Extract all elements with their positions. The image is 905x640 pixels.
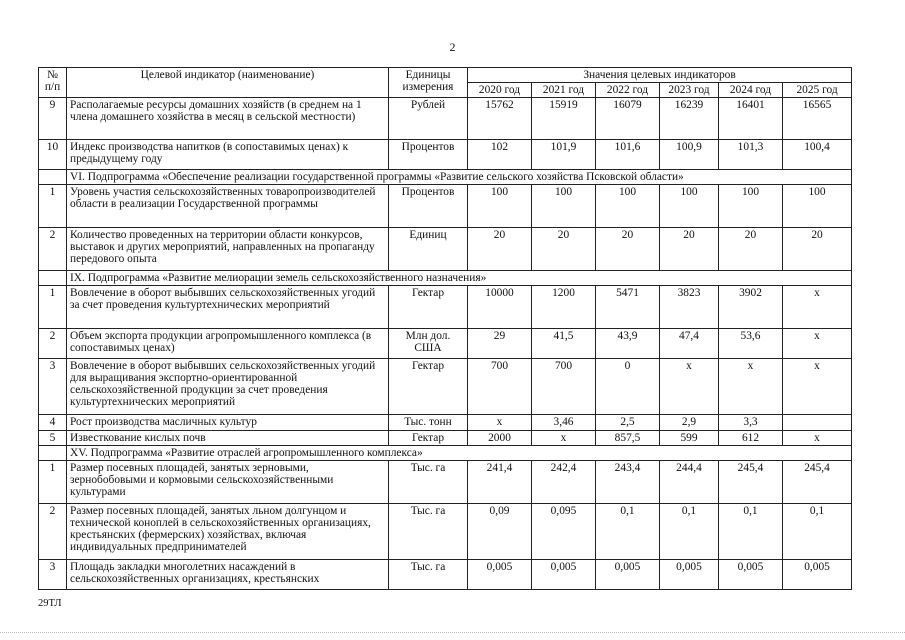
indicator-name: Рост производства масличных культур [67,415,389,431]
value-cell: 700 [468,359,532,415]
value-cell: х [532,431,596,446]
value-cell [783,415,852,431]
section-row [39,170,852,185]
header-values-title: Значения целевых индикаторов [468,68,852,83]
table-row [39,98,852,140]
section-title: IX. Подпрограмма «Развитие мелиорации земель сельскохозяйственного назначения» [67,271,852,286]
unit-cell: Гектар [389,286,468,329]
row-number: 2 [39,329,67,359]
value-cell: х [783,286,852,329]
section-title: XV. Подпрограмма «Развитие отраслей агропромышленного комплекса» [67,446,852,461]
section-title: VI. Подпрограмма «Обеспечение реализации государственной программы «Развитие сельского хозяйства Псковской области» [67,170,852,185]
value-cell: 0,1 [719,504,783,560]
header-year: 2022 год [596,83,660,98]
row-number: 2 [39,504,67,560]
value-cell: 0,005 [596,560,660,590]
value-cell: 100 [660,185,719,228]
unit-cell: Процентов [389,140,468,170]
value-cell: 3,46 [532,415,596,431]
value-cell: 20 [660,228,719,271]
value-cell: 16565 [783,98,852,140]
value-cell: 243,4 [596,461,660,504]
unit-cell: Тыс. тонн [389,415,468,431]
value-cell: 101,6 [596,140,660,170]
row-number: 1 [39,286,67,329]
value-cell: 0,005 [532,560,596,590]
row-number: 1 [39,461,67,504]
value-cell: х [468,415,532,431]
value-cell: 244,4 [660,461,719,504]
value-cell: 2,5 [596,415,660,431]
value-cell: 15762 [468,98,532,140]
unit-cell: Тыс. га [389,504,468,560]
value-cell: 100 [719,185,783,228]
section-num-cell [39,170,67,185]
section-num-cell [39,271,67,286]
table-row [39,185,852,228]
header-year: 2023 год [660,83,719,98]
value-cell: 16239 [660,98,719,140]
section-row [39,271,852,286]
row-number: 9 [39,98,67,140]
value-cell: 20 [596,228,660,271]
value-cell: 245,4 [719,461,783,504]
value-cell: 101,3 [719,140,783,170]
table-row [39,560,852,590]
row-number: 3 [39,560,67,590]
value-cell: 1200 [532,286,596,329]
value-cell: 102 [468,140,532,170]
value-cell: 100,9 [660,140,719,170]
document-code: 29ТЛ [38,598,62,609]
header-units: Единицы измерения [389,68,468,98]
unit-cell: Тыс. га [389,560,468,590]
header-num: № п/п [39,68,67,98]
value-cell: 0,1 [783,504,852,560]
section-num-cell [39,446,67,461]
value-cell: 3823 [660,286,719,329]
indicator-name: Известкование кислых почв [67,431,389,446]
header-year: 2021 год [532,83,596,98]
indicator-name: Уровень участия сельскохозяйственных товаропроизводителей области в реализации Государственной программы [67,185,389,228]
value-cell: 20 [783,228,852,271]
value-cell: х [660,359,719,415]
value-cell: 3,3 [719,415,783,431]
value-cell: 599 [660,431,719,446]
indicator-name: Вовлечение в оборот выбывших сельскохозяйственных угодий за счет проведения культуртехнических мероприятий [67,286,389,329]
table-row [39,431,852,446]
unit-cell: Гектар [389,431,468,446]
scan-edge-line [0,632,905,633]
page-number: 2 [449,40,456,54]
value-cell: х [783,359,852,415]
value-cell: 0,1 [660,504,719,560]
value-cell: 0,005 [783,560,852,590]
value-cell: 100 [532,185,596,228]
value-cell: 0,005 [660,560,719,590]
section-row [39,446,852,461]
value-cell: 0 [596,359,660,415]
indicator-name: Размер посевных площадей, занятых льном долгунцом и технической коноплей в сельскохозяйственных организациях, крестьянских (фермерских) хозяйствах, включая индивидуальных предпринимателей [67,504,389,560]
value-cell: 0,005 [719,560,783,590]
value-cell: 0,1 [596,504,660,560]
unit-cell: Гектар [389,359,468,415]
value-cell: 0,005 [468,560,532,590]
value-cell: 2000 [468,431,532,446]
value-cell: 16401 [719,98,783,140]
indicator-name: Располагаемые ресурсы домашних хозяйств (в среднем на 1 члена домашнего хозяйства в месяц в сельской местности) [67,98,389,140]
value-cell: 29 [468,329,532,359]
indicator-name: Вовлечение в оборот выбывших сельскохозяйственных угодий для выращивания экспортно-ориентированной сельскохозяйственной продукции за счет проведения культуртехнических мероприятий [67,359,389,415]
value-cell: 10000 [468,286,532,329]
row-number: 5 [39,431,67,446]
value-cell: 0,095 [532,504,596,560]
value-cell: 20 [468,228,532,271]
indicator-name: Площадь закладки многолетних насаждений в сельскохозяйственных организациях, крестьянских [67,560,389,590]
value-cell: 41,5 [532,329,596,359]
row-number: 3 [39,359,67,415]
value-cell: 3902 [719,286,783,329]
indicators-table [38,67,852,590]
value-cell: 242,4 [532,461,596,504]
table-row [39,329,852,359]
unit-cell: Единиц [389,228,468,271]
indicator-name: Количество проведенных на территории области конкурсов, выставок и других мероприятий, направленных на пропаганду передового опыта [67,228,389,271]
value-cell: х [783,329,852,359]
value-cell: 20 [719,228,783,271]
header-year: 2024 год [719,83,783,98]
table-row [39,286,852,329]
value-cell: 20 [532,228,596,271]
value-cell: 700 [532,359,596,415]
value-cell: 43,9 [596,329,660,359]
value-cell: 2,9 [660,415,719,431]
value-cell: 612 [719,431,783,446]
value-cell: 245,4 [783,461,852,504]
value-cell: 0,09 [468,504,532,560]
table-row [39,228,852,271]
value-cell: 47,4 [660,329,719,359]
unit-cell: Рублей [389,98,468,140]
value-cell: х [719,359,783,415]
table-row [39,461,852,504]
table-row [39,359,852,415]
value-cell: 100 [783,185,852,228]
row-number: 2 [39,228,67,271]
value-cell: 100 [596,185,660,228]
value-cell: 101,9 [532,140,596,170]
table-row [39,140,852,170]
header-indicator: Целевой индикатор (наименование) [67,68,389,98]
header-row [39,68,852,83]
value-cell: 241,4 [468,461,532,504]
row-number: 10 [39,140,67,170]
table-row [39,415,852,431]
value-cell: 5471 [596,286,660,329]
unit-cell: Процентов [389,185,468,228]
value-cell: 100 [468,185,532,228]
unit-cell: Тыс. га [389,461,468,504]
indicator-name: Индекс производства напитков (в сопоставимых ценах) к предыдущему году [67,140,389,170]
row-number: 4 [39,415,67,431]
value-cell: 15919 [532,98,596,140]
value-cell: 857,5 [596,431,660,446]
header-year: 2020 год [468,83,532,98]
value-cell: 16079 [596,98,660,140]
value-cell: 100,4 [783,140,852,170]
indicator-name: Объем экспорта продукции агропромышленного комплекса (в сопоставимых ценах) [67,329,389,359]
table-row [39,504,852,560]
indicator-name: Размер посевных площадей, занятых зерновыми, зернобобовыми и кормовыми сельскохозяйственными культурами [67,461,389,504]
unit-cell: Млн дол. США [389,329,468,359]
row-number: 1 [39,185,67,228]
value-cell: х [783,431,852,446]
value-cell: 53,6 [719,329,783,359]
header-year: 2025 год [783,83,852,98]
